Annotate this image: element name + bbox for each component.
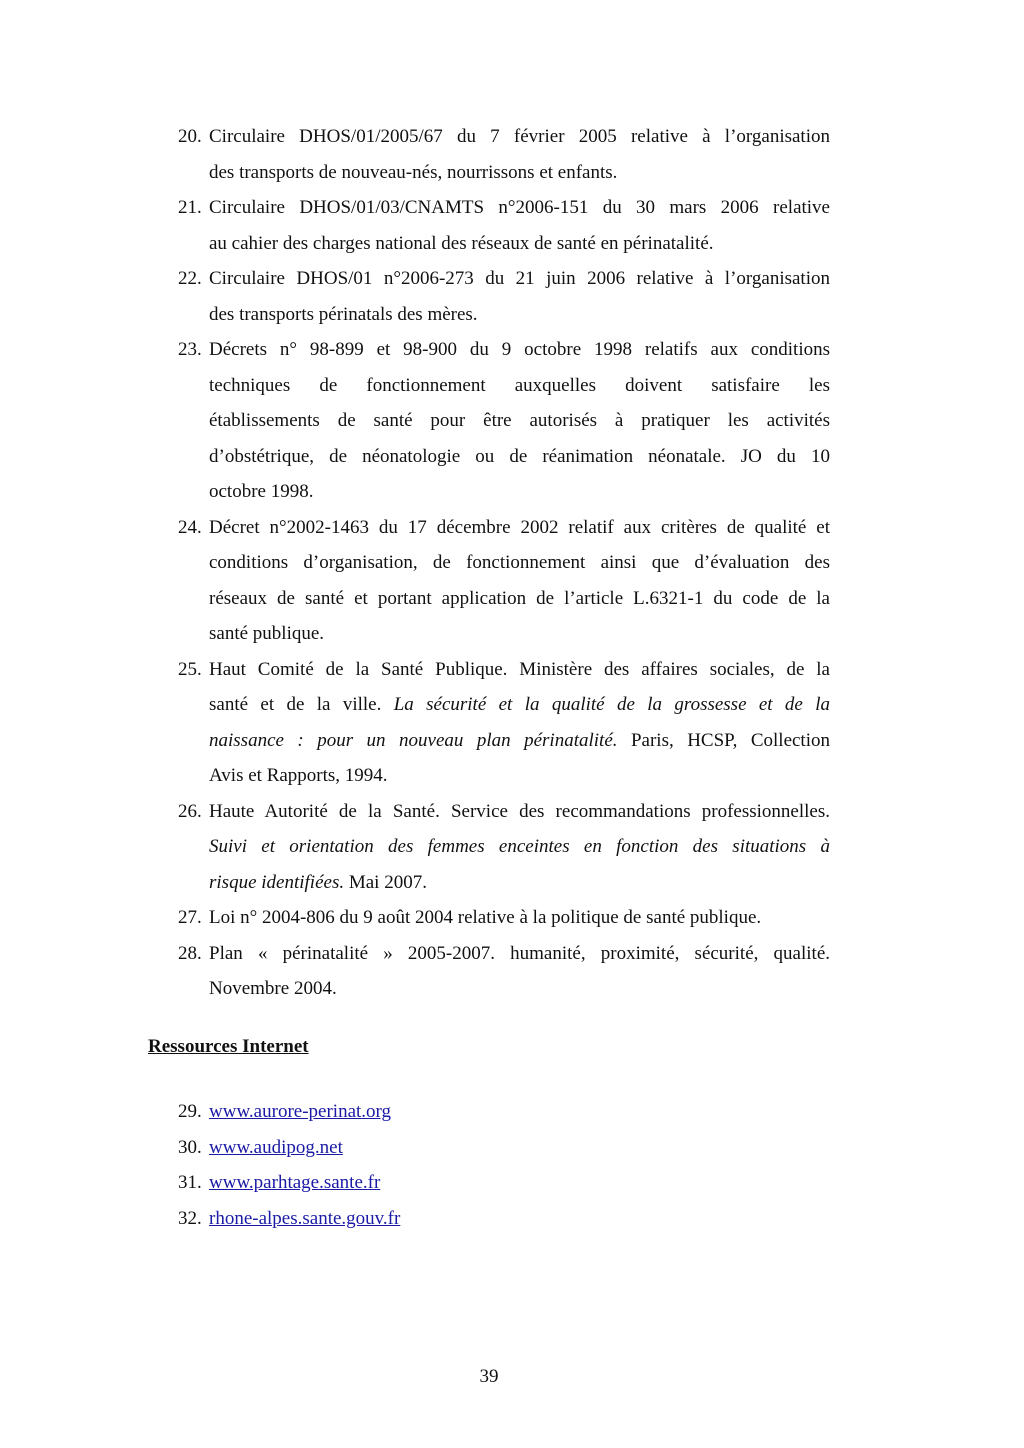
- reference-title-italic: risque identifiées.: [209, 871, 345, 893]
- link-number: 29.: [178, 1101, 202, 1122]
- reference-text: santé publique.: [209, 623, 325, 644]
- reference-line: [209, 510, 830, 546]
- reference-text: des transports périnatals des mères.: [209, 303, 478, 325]
- reference-text: conditions d’organisation, de fonctionnement ainsi que d’évaluation des: [209, 552, 830, 573]
- link-number: 32.: [178, 1207, 202, 1229]
- reference-number: 27.: [178, 907, 202, 928]
- reference-line: [209, 474, 830, 510]
- reference-title-italic: naissance : pour un nouveau plan périnatalité.: [209, 729, 618, 751]
- reference-line: [209, 155, 830, 191]
- website-link[interactable]: www.aurore-perinat.org: [209, 1101, 392, 1122]
- reference-line: [209, 403, 830, 439]
- reference-number: 24.: [178, 516, 202, 538]
- reference-line: [209, 332, 830, 368]
- website-link[interactable]: www.parhtage.sante.fr: [209, 1172, 381, 1193]
- reference-number: 26.: [178, 800, 202, 822]
- reference-text: santé et de la ville.: [209, 694, 394, 715]
- reference-text: Plan « périnatalité » 2005-2007. humanité, proximité, sécurité, qualité.: [209, 942, 830, 964]
- reference-number: 23.: [178, 339, 202, 360]
- section-heading: Ressources Internet: [148, 1036, 309, 1057]
- reference-line: [209, 616, 830, 652]
- reference-text: Circulaire DHOS/01 n°2006-273 du 21 juin 2006 relative à l’organisation: [209, 268, 830, 289]
- reference-text: établissements de santé pour être autorisés à pratiquer les activités: [209, 410, 830, 431]
- reference-item: [0, 190, 1024, 261]
- reference-line: [209, 226, 830, 262]
- reference-item: [0, 332, 1024, 510]
- reference-line: [209, 687, 830, 723]
- link-number: 31.: [178, 1172, 202, 1193]
- website-link[interactable]: rhone-alpes.sante.gouv.fr: [209, 1207, 401, 1229]
- reference-text: Haute Autorité de la Santé. Service des recommandations professionnelles.: [209, 800, 830, 822]
- reference-line: [209, 936, 830, 972]
- reference-text: Loi n° 2004-806 du 9 août 2004 relative à la politique de santé publique.: [209, 907, 762, 928]
- reference-item: [0, 900, 1024, 936]
- reference-line: [209, 261, 830, 297]
- reference-line: [209, 865, 830, 901]
- reference-item: [0, 794, 1024, 901]
- reference-text: d’obstétrique, de néonatologie ou de réanimation néonatale. JO du 10: [209, 445, 830, 467]
- reference-line: [209, 297, 830, 333]
- reference-text: Avis et Rapports, 1994.: [209, 765, 388, 786]
- reference-item: [0, 652, 1024, 794]
- reference-text: Novembre 2004.: [209, 978, 337, 999]
- reference-line: [209, 829, 830, 865]
- reference-item: [0, 261, 1024, 332]
- reference-text: des transports de nouveau-nés, nourrissons et enfants.: [209, 161, 618, 183]
- reference-item: [0, 936, 1024, 1007]
- reference-text: Circulaire DHOS/01/03/CNAMTS n°2006-151 du 30 mars 2006 relative: [209, 197, 830, 218]
- reference-title-italic: La sécurité et la qualité de la grossesse et de la: [393, 694, 830, 715]
- reference-line: [209, 368, 830, 404]
- reference-text: Mai 2007.: [344, 871, 427, 893]
- reference-number: 21.: [178, 197, 202, 218]
- reference-number: 28.: [178, 942, 202, 964]
- reference-text: Haut Comité de la Santé Publique. Ministère des affaires sociales, de la: [209, 658, 830, 680]
- reference-line: [209, 652, 830, 688]
- link-number: 30.: [178, 1136, 202, 1158]
- reference-text: Paris, HCSP, Collection: [617, 729, 830, 751]
- reference-title-italic: Suivi et orientation des femmes enceintes en fonction des situations à: [209, 836, 830, 857]
- reference-text: Décret n°2002-1463 du 17 décembre 2002 relatif aux critères de qualité et: [209, 516, 830, 538]
- reference-text: Décrets n° 98-899 et 98-900 du 9 octobre 1998 relatifs aux conditions: [209, 339, 830, 360]
- reference-number: 20.: [178, 126, 202, 147]
- reference-text: réseaux de santé et portant application de l’article L.6321-1 du code de la: [209, 587, 830, 609]
- reference-line: [209, 758, 830, 794]
- reference-text: au cahier des charges national des réseaux de santé en périnatalité.: [209, 232, 714, 254]
- reference-line: [209, 581, 830, 617]
- reference-list: [0, 119, 1024, 1007]
- reference-line: [209, 545, 830, 581]
- reference-line: [209, 119, 830, 155]
- page-number: 39: [479, 1366, 499, 1387]
- reference-number: 25.: [178, 658, 202, 680]
- reference-item: [0, 119, 1024, 190]
- reference-line: [209, 794, 830, 830]
- reference-text: techniques de fonctionnement auxquelles doivent satisfaire les: [209, 374, 830, 396]
- reference-line: [209, 971, 830, 1007]
- reference-number: 22.: [178, 268, 202, 289]
- reference-line: [209, 723, 830, 759]
- reference-item: [0, 510, 1024, 652]
- reference-line: [209, 190, 830, 226]
- website-link[interactable]: www.audipog.net: [209, 1136, 343, 1158]
- reference-line: [209, 439, 830, 475]
- reference-text: Circulaire DHOS/01/2005/67 du 7 février 2005 relative à l’organisation: [209, 126, 830, 147]
- reference-line: [209, 900, 830, 936]
- reference-text: octobre 1998.: [209, 481, 314, 502]
